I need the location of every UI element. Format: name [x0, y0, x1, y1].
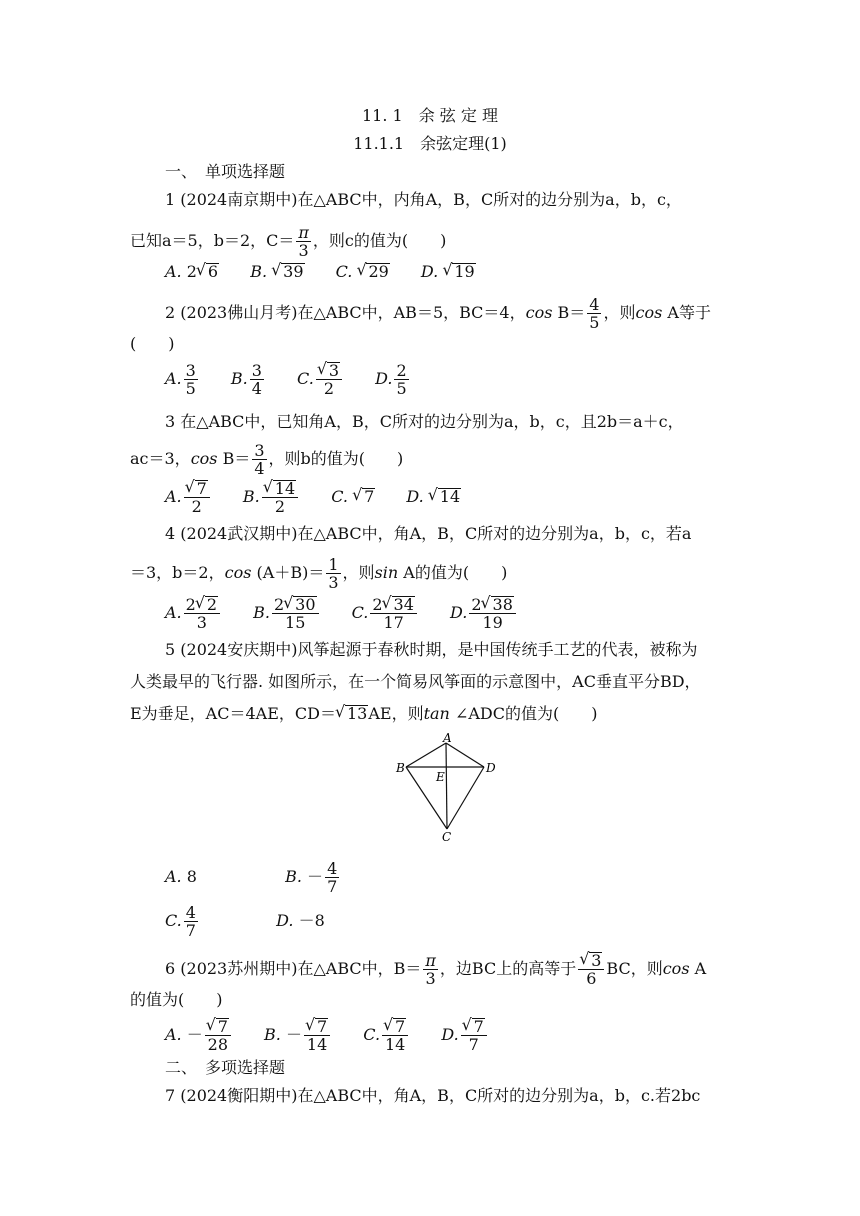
q5-line1: 5 (2024安庆期中)风筝起源于春秋时期，是中国传统手工艺的代表，被称为: [165, 640, 698, 659]
q5-line2: 人类最早的飞行器. 如图所示，在一个简易风筝面的示意图中，AC垂直平分BD，: [130, 672, 701, 691]
q5-line3: E为垂足，AC＝4AE，CD＝√ 13AE，则tan ∠ADC的值为( ): [130, 704, 597, 724]
q6-line1: 6 (2023苏州期中)在△ABC中，B＝ $\frac{\pi}{3}$ ，边BC上的高等于 √ $\frac{3}{6}$ BC，则cos A: [165, 952, 706, 987]
q6-options: A. － √ $\frac{7}{28}$ B. － √ $\frac{7}{14}$ C. √ $\frac{7}{14}$ D. √ $\frac{7}{7}$: [165, 1018, 489, 1053]
fraction: $\frac{\pi}{3}$: [298, 223, 309, 260]
vertex-label-c: C: [442, 830, 452, 844]
q1-line2: 已知a＝5，b＝2，C＝ $\frac{\pi}{3}$ ，则c的值为( ): [130, 223, 447, 260]
q4-line2: ＝3，b＝2，cos (A＋B)＝ $\frac{1}{3}$ ，则sin A的值为( ): [130, 555, 508, 592]
page-subtitle: 11.1.1 余弦定理(1): [353, 134, 507, 153]
q3-line1: 3 在△ABC中，已知角A，B，C所对的边分别为a，b，c，且2b＝a＋c，: [165, 412, 684, 431]
fraction: $\frac{4}{5}$: [589, 295, 600, 332]
q6-line2: 的值为( ): [130, 990, 223, 1009]
q2-line2: ( ): [130, 334, 175, 353]
q3-options: A. √ $\frac{7}{2}$ B. √ $\frac{14}{2}$ C. √ 7 D. √ 14: [165, 480, 461, 515]
q5-options-row1: A. 8 B. － $\frac{4}{7}$: [165, 859, 338, 896]
q1-options: A. 2√ 6 B. √ 39 C. √ 29 D. √ 19: [165, 262, 476, 282]
vertex-label-e: E: [436, 770, 445, 784]
q4-options: A. $\frac{2√ 2}{3}$ B. $\frac{2√ 30}{15}$ C. $\frac{2√ 34}{17}$ D. $\frac{2√ 38}{19}$: [165, 596, 518, 631]
vertex-label-d: D: [486, 761, 496, 775]
q5-options-row2: C. $\frac{4}{7}$ D. －8: [165, 903, 325, 940]
q7-line1: 7 (2024衡阳期中)在△ABC中，角A，B，C所对的边分别为a，b，c.若2bc: [165, 1086, 701, 1105]
q1-line1: 1 (2024南京期中)在△ABC中，内角A，B，C所对的边分别为a，b，c，: [165, 190, 682, 209]
q4-line1: 4 (2024武汉期中)在△ABC中，角A，B，C所对的边分别为a，b，c，若a: [165, 524, 692, 543]
q2-line1: 2 (2023佛山月考)在△ABC中，AB＝5，BC＝4，cos B＝ $\frac{4}{5}$ ，则cos A等于: [165, 295, 711, 332]
q3-line2: ac＝3，cos B＝ $\frac{3}{4}$ ，则b的值为( ): [130, 441, 404, 478]
vertex-label-a: A: [443, 733, 452, 745]
page-title: 11. 1 余 弦 定 理: [362, 106, 498, 125]
q2-options: A. $\frac{3}{5}$ B. $\frac{3}{4}$ C. √ $\frac{3}{2}$ D. $\frac{2}{5}$: [165, 362, 411, 397]
vertex-label-b: B: [396, 761, 405, 775]
kite-diagram: [390, 733, 510, 845]
section-heading-multiple: 二、 多项选择题: [165, 1058, 286, 1077]
section-heading-single: 一、 单项选择题: [165, 162, 286, 181]
